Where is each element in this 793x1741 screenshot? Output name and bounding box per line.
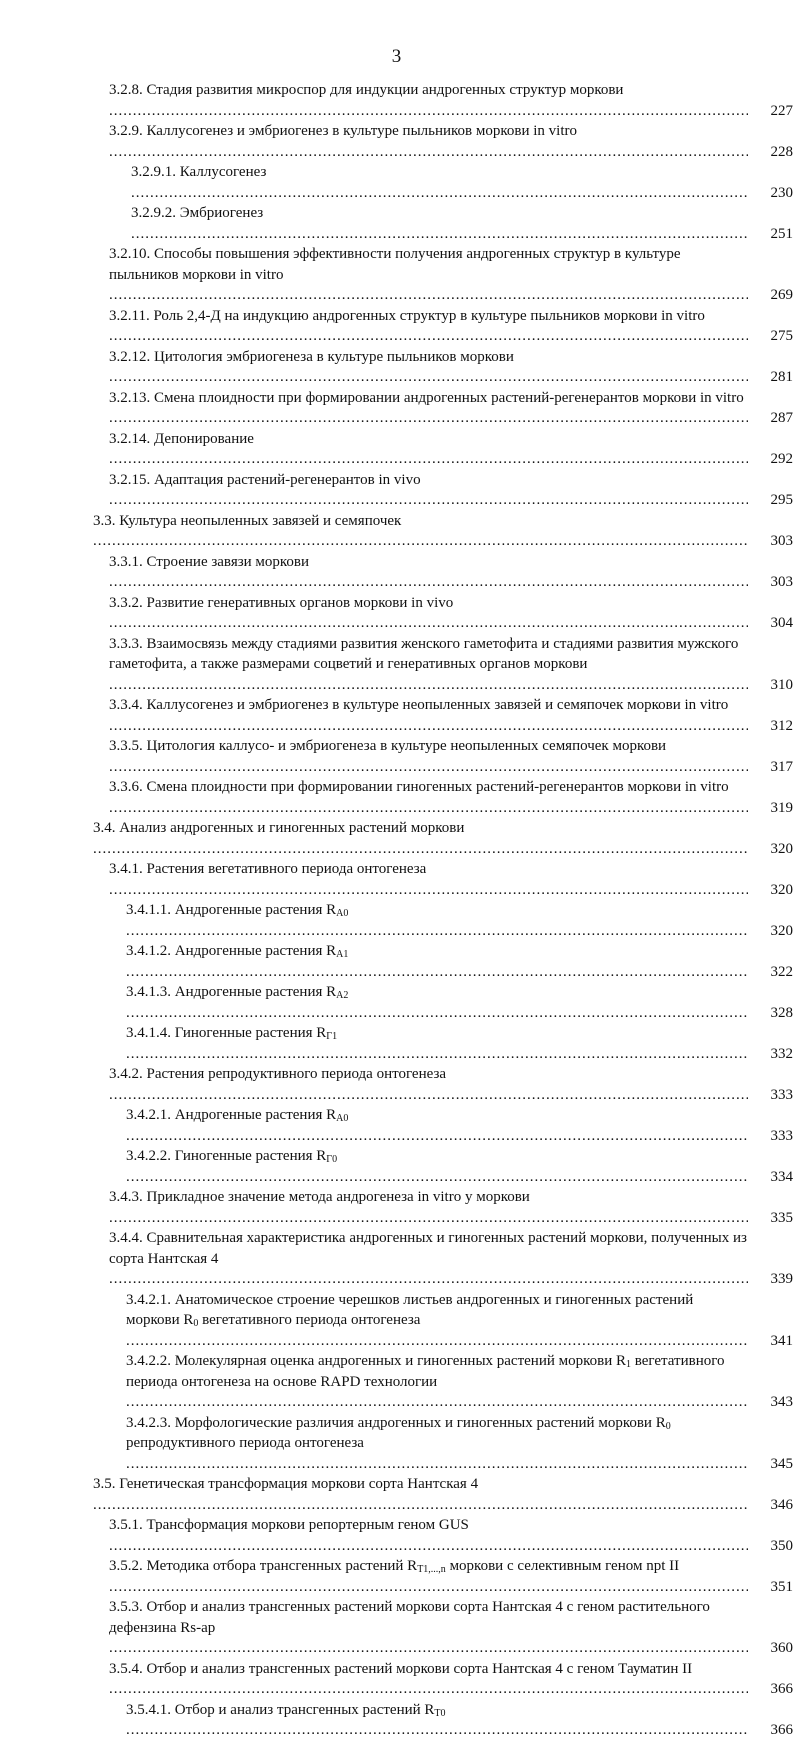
toc-entry-subscript: A1: [336, 949, 349, 960]
toc-entry-page: 350: [770, 1537, 793, 1554]
toc-entry-text: 3.4. Анализ андрогенных и гиногенных растений моркови: [93, 820, 465, 836]
toc-entry-text: 3.4.2.2. Молекулярная оценка андрогенных и гиногенных растений моркови R: [126, 1353, 627, 1369]
toc-entry-text: 3.4.1.4. Гиногенные растения R: [126, 1025, 327, 1041]
toc-entry[interactable]: [126, 1413, 793, 1475]
toc-entry[interactable]: [93, 818, 793, 859]
toc-entry-page: 292: [770, 451, 793, 467]
toc-entry-title: [109, 470, 748, 511]
toc-entry-title: [126, 900, 748, 941]
toc-entry[interactable]: [109, 244, 793, 306]
toc-entry[interactable]: [109, 1597, 793, 1659]
toc-entry-text: 3.4.1.2. Андрогенные растения R: [126, 943, 337, 959]
toc-entry-text: 3.4.3. Прикладное значение метода андрогенеза in vitro у моркови: [109, 1189, 530, 1205]
toc-entry-subscript: T1,...,n: [417, 1564, 446, 1575]
toc-entry-page: 228: [770, 143, 793, 160]
toc-entry-text: 3.2.13. Смена плоидности при формировании андрогенных растений-регенерантов моркови in vitro: [109, 389, 744, 406]
toc-entry-title: [126, 1351, 748, 1413]
toc-entry[interactable]: [109, 1187, 793, 1228]
toc-entry-page: 303: [770, 533, 793, 549]
toc-entry-title: [109, 347, 748, 388]
toc-entry-page: 343: [770, 1394, 793, 1410]
toc-entry-text: 3.4.2. Растения репродуктивного периода онтогенеза: [109, 1066, 447, 1082]
toc-entry-page: 287: [770, 410, 793, 426]
toc-entry-text: 3.3.4. Каллусогенез и эмбриогенез в культуре неопыленных завязей и семяпочек моркови in vitro: [109, 697, 729, 713]
toc-entry-text-tail: моркови с селективным геном npt II: [445, 1558, 680, 1574]
toc-entry-page: 366: [770, 1681, 793, 1697]
toc-entry[interactable]: [109, 121, 793, 162]
toc-entry-title: [126, 1023, 748, 1064]
toc-entry-title: [126, 1146, 748, 1187]
toc-entry-title: [126, 1290, 748, 1352]
toc-entry-text: 3.4.1. Растения вегетативного периода онтогенеза: [109, 861, 427, 877]
toc-entry-page: 345: [770, 1455, 793, 1472]
toc-entry[interactable]: [109, 552, 793, 593]
toc-entry[interactable]: [109, 1556, 793, 1597]
toc-entry-page: 335: [770, 1209, 793, 1226]
toc-entry-page: 310: [770, 676, 793, 693]
toc-entry-subscript: 1: [626, 1359, 632, 1370]
toc-entry-page: 281: [770, 369, 793, 385]
toc-entry-title: [109, 1187, 748, 1228]
toc-entry-page: 275: [770, 328, 793, 344]
toc-entry-text: 3.3.1. Строение завязи моркови: [109, 553, 310, 570]
toc-entry[interactable]: [109, 777, 793, 818]
toc-entry-page: 322: [770, 963, 793, 980]
page-number: 3: [391, 46, 402, 67]
toc-entry-title: [93, 1474, 748, 1515]
toc-entry[interactable]: [109, 347, 793, 388]
toc-entry-text: 3.5.2. Методика отбора трансгенных растений R: [109, 1558, 418, 1574]
toc-entry-page: 366: [770, 1722, 793, 1738]
toc-entry-page: 333: [770, 1127, 793, 1144]
toc-entry-text: 3.3.6. Смена плоидности при формировании гиногенных растений-регенерантов моркови in vitro: [109, 779, 729, 795]
toc-entry-page: 251: [770, 225, 793, 242]
toc-entry-subscript: T0: [434, 1707, 446, 1719]
toc-entry-title: [93, 818, 748, 859]
toc-entry-page: 320: [770, 881, 793, 898]
toc-entry-page: 303: [770, 574, 793, 590]
toc-entry-subscript: A0: [336, 908, 349, 919]
toc-entry-page: 339: [770, 1271, 793, 1287]
toc-entry-title: [109, 80, 748, 121]
toc-entry[interactable]: [109, 80, 793, 121]
toc-entry-title: [109, 634, 748, 696]
toc-entry-text: 3.3.3. Взаимосвязь между стадиями развития женского гаметофита и стадиями развития мужского гаметофита, а также размерами соцветий и генеративных органов моркови: [109, 635, 739, 672]
toc-entry[interactable]: [126, 982, 793, 1023]
toc-entry-page: 334: [770, 1168, 793, 1185]
toc-entry-page: 351: [770, 1578, 793, 1595]
toc-entry-text: 3.2.15. Адаптация растений-регенерантов in vivo: [109, 471, 421, 488]
toc-entry[interactable]: [126, 1146, 793, 1187]
toc-entry-page: 320: [770, 922, 793, 939]
toc-entry-text: 3.4.2.3. Морфологические различия андрогенных и гиногенных растений моркови R: [126, 1414, 666, 1431]
toc-entry-title: [109, 306, 748, 347]
toc-entry-title: [109, 244, 748, 306]
toc-entry-text: 3.2.9. Каллусогенез и эмбриогенез в культуре пыльников моркови in vitro: [109, 123, 578, 139]
toc-entry-page: 346: [770, 1496, 793, 1513]
toc-entry-title: [109, 388, 748, 429]
toc-entry-page: 333: [770, 1086, 793, 1103]
toc-entry-text: 3.2.9.2. Эмбриогенез: [131, 205, 264, 221]
toc-entry-text: 3.5.4. Отбор и анализ трансгенных растений моркови сорта Нантская 4 с геном Тауматин II: [109, 1660, 693, 1677]
table-of-contents: [0, 80, 793, 1741]
toc-entry[interactable]: [126, 1290, 793, 1352]
toc-entry[interactable]: [109, 306, 793, 347]
toc-entry-text: 3.2.10. Способы повышения эффективности получения андрогенных структур в культуре пыльников моркови in vitro: [109, 246, 681, 283]
toc-entry-title: [93, 511, 748, 552]
toc-entry[interactable]: [93, 511, 793, 552]
toc-entry-title: [109, 695, 748, 736]
toc-entry-subscript: Г1: [326, 1031, 338, 1042]
toc-entry[interactable]: [126, 1700, 793, 1741]
toc-entry-text: 3.4.4. Сравнительная характеристика андрогенных и гиногенных растений моркови, полученных из сорта Нантская 4: [109, 1230, 747, 1267]
toc-entry-text-tail: репродуктивного периода онтогенеза: [126, 1435, 364, 1451]
toc-entry-text: 3.3.5. Цитология каллусо- и эмбриогенеза в культуре неопыленных семяпочек моркови: [109, 738, 667, 754]
toc-entry-title: [109, 593, 748, 634]
toc-entry[interactable]: [109, 1515, 793, 1556]
toc-entry-title: [109, 736, 748, 777]
toc-entry-page: 269: [770, 287, 793, 303]
toc-entry-page: 319: [770, 799, 793, 816]
toc-entry-title: [109, 1228, 748, 1290]
toc-entry-text: 3.3. Культура неопыленных завязей и семяпочек: [93, 512, 402, 529]
toc-entry[interactable]: [109, 1659, 793, 1700]
toc-entry-text: 3.2.9.1. Каллусогенез: [131, 164, 267, 180]
toc-entry-text: 3.2.12. Цитология эмбриогенеза в культуре пыльников моркови: [109, 348, 514, 365]
toc-entry-text: 3.5.1. Трансформация моркови репортерным геном GUS: [109, 1517, 469, 1533]
toc-entry[interactable]: [109, 593, 793, 634]
toc-entry[interactable]: [109, 1228, 793, 1290]
toc-entry-text: 3.2.14. Депонирование: [109, 430, 254, 447]
toc-entry-page: 227: [770, 102, 793, 119]
toc-entry-text-tail: вегетативного периода онтогенеза на основе RAPD технологии: [126, 1353, 725, 1390]
toc-entry-text-tail: вегетативного периода онтогенеза: [198, 1312, 421, 1328]
toc-entry-subscript: A0: [336, 1113, 349, 1124]
toc-entry-text: 3.5.4.1. Отбор и анализ трансгенных растений R: [126, 1701, 435, 1718]
toc-entry[interactable]: [131, 203, 793, 244]
toc-entry-text: 3.2.11. Роль 2,4-Д на индукцию андрогенных структур в культуре пыльников моркови in vitro: [109, 307, 705, 324]
toc-entry-text: 3.4.2.1. Андрогенные растения R: [126, 1107, 337, 1123]
toc-entry-subscript: 0: [193, 1318, 199, 1329]
toc-entry-page: 317: [770, 758, 793, 775]
toc-entry[interactable]: [126, 1023, 793, 1064]
toc-entry-page: 332: [770, 1045, 793, 1062]
toc-entry-title: [126, 1105, 748, 1146]
toc-entry-text: 3.5.3. Отбор и анализ трансгенных растений моркови сорта Нантская 4 с геном растительного дефензина Rs-ap: [109, 1599, 710, 1636]
toc-entry-text: 3.3.2. Развитие генеративных органов моркови in vivo: [109, 594, 454, 611]
toc-entry-title: [126, 941, 748, 982]
toc-entry-subscript: A2: [336, 990, 349, 1001]
toc-entry-text: 3.4.1.3. Андрогенные растения R: [126, 984, 337, 1000]
toc-entry[interactable]: [93, 1474, 793, 1515]
toc-entry[interactable]: [109, 388, 793, 429]
toc-entry-page: 304: [770, 615, 793, 631]
toc-entry-title: [109, 1659, 748, 1700]
toc-entry[interactable]: [109, 1064, 793, 1105]
toc-entry[interactable]: [109, 736, 793, 777]
toc-entry-page: 312: [770, 717, 793, 734]
toc-entry-page: 320: [770, 840, 793, 857]
toc-entry[interactable]: [109, 634, 793, 696]
toc-entry-title: [126, 982, 748, 1023]
toc-entry-subscript: 0: [665, 1420, 671, 1432]
toc-entry-title: [131, 203, 748, 244]
toc-entry[interactable]: [109, 429, 793, 470]
toc-entry-title: [109, 1556, 748, 1597]
toc-entry-title: [109, 429, 748, 470]
toc-entry-title: [109, 859, 748, 900]
toc-entry-title: [109, 1597, 748, 1659]
toc-entry[interactable]: [126, 1105, 793, 1146]
toc-entry-text: 3.4.2.2. Гиногенные растения R: [126, 1148, 327, 1164]
toc-entry-text: 3.5. Генетическая трансформация моркови сорта Нантская 4: [93, 1476, 479, 1492]
toc-entry[interactable]: [109, 695, 793, 736]
toc-entry-title: [126, 1413, 748, 1475]
toc-entry-page: 360: [770, 1640, 793, 1656]
toc-entry[interactable]: [126, 941, 793, 982]
toc-entry-title: [109, 1064, 748, 1105]
toc-entry-title: [109, 1515, 748, 1556]
toc-entry-title: [109, 777, 748, 818]
toc-entry-title: [131, 162, 748, 203]
toc-entry-text: 3.4.1.1. Андрогенные растения R: [126, 902, 337, 918]
toc-entry-page: 295: [770, 492, 793, 508]
toc-entry[interactable]: [109, 470, 793, 511]
toc-entry-page: 341: [770, 1332, 793, 1349]
toc-entry-page: 328: [770, 1004, 793, 1021]
toc-entry-subscript: Г0: [326, 1154, 338, 1165]
toc-entry[interactable]: [109, 859, 793, 900]
toc-entry-page: 230: [770, 184, 793, 201]
toc-entry-text: 3.2.8. Стадия развития микроспор для индукции андрогенных структур моркови: [109, 82, 624, 98]
toc-entry-text: 3.4.2.1. Анатомическое строение черешков листьев андрогенных и гиногенных растений моркови R: [126, 1291, 694, 1328]
toc-entry-title: [109, 121, 748, 162]
toc-entry-title: [109, 552, 748, 593]
toc-entry[interactable]: [126, 900, 793, 941]
toc-entry-title: [126, 1700, 748, 1741]
toc-entry[interactable]: [126, 1351, 793, 1413]
toc-entry[interactable]: [131, 162, 793, 203]
